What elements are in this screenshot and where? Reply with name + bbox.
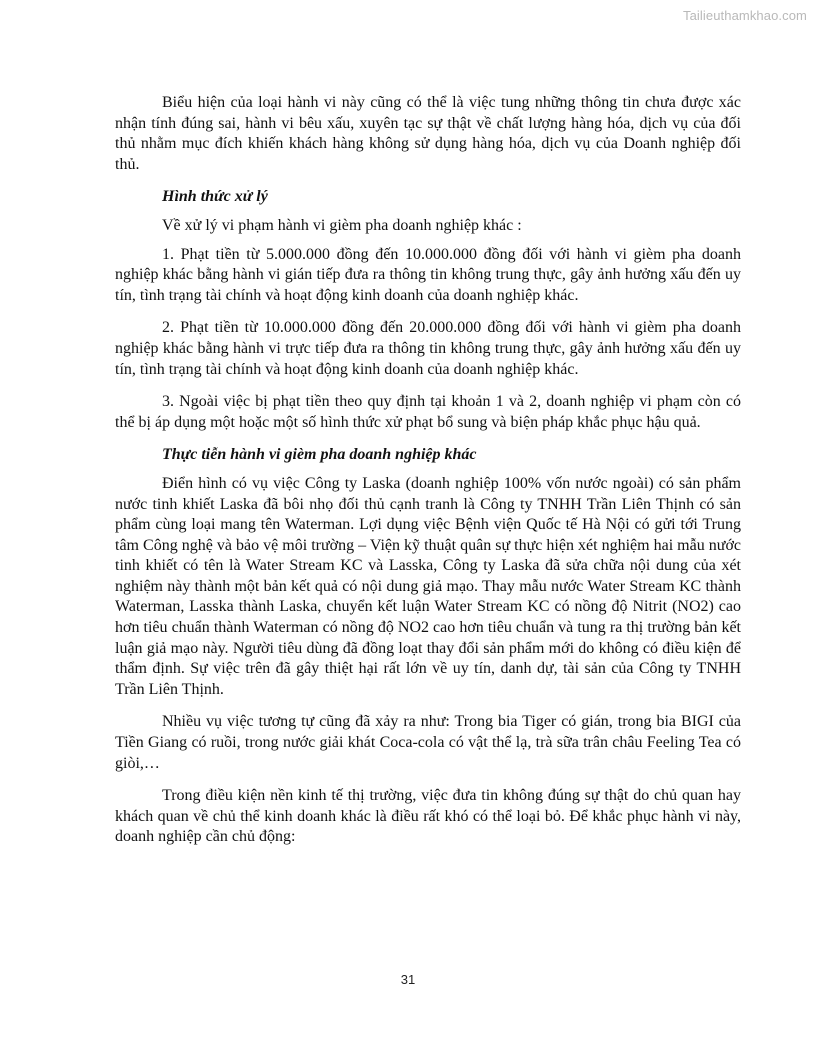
watermark: Tailieuthamkhao.com (682, 8, 807, 23)
paragraph-penalty-2: 2. Phạt tiền từ 10.000.000 đồng đến 20.000.000 đồng đối với hành vi gièm pha doanh nghiệp khác bằng hành vi trực tiếp đưa ra thông tin không trung thực, gây ảnh hưởng xấu đến uy tín, tình trạng tài chính và hoạt động kinh doanh của doanh nghiệp khác. (115, 319, 741, 378)
page-number: 31 (400, 972, 416, 987)
paragraph-penalty-intro: Về xử lý vi phạm hành vi gièm pha doanh nghiệp khác : (162, 216, 522, 234)
paragraph-similar-cases: Nhiều vụ việc tương tự cũng đã xảy ra như: Trong bia Tiger có gián, trong bia BIGI của Tiền Giang có ruồi, trong nước giải khát Coca-cola có vật thể lạ, trà sữa trân châu Feeling Tea có giòi,… (115, 713, 741, 772)
paragraph-intro: Biểu hiện của loại hành vi này cũng có thể là việc tung những thông tin chưa được xác nhận tính đúng sai, hành vi bêu xấu, xuyên tạc sự thật về chất lượng hàng hóa, dịch vụ của đối thủ nhằm mục đích khiến khách hàng không sử dụng hàng hóa, dịch vụ của Doanh nghiệp đối thủ. (115, 94, 741, 173)
heading-penalty: Hình thức xử lý (162, 188, 268, 206)
heading-practice: Thực tiễn hành vi gièm pha doanh nghiệp khác (162, 446, 477, 464)
paragraph-conclusion: Trong điều kiện nền kinh tế thị trường, việc đưa tin không đúng sự thật do chủ quan hay khách quan về chủ thể kinh doanh khác là điều rất khó có thể loại bỏ. Để khắc phục hành vi này, doanh nghiệp cần chủ động: (115, 787, 741, 846)
paragraph-laska-case: Điển hình có vụ việc Công ty Laska (doanh nghiệp 100% vốn nước ngoài) có sản phẩm nước tinh khiết Laska đã bôi nhọ đối thủ cạnh tranh là Công ty TNHH Trần Liên Thịnh có sản phẩm cùng loại mang tên Waterman. Lợi dụng việc Bệnh viện Quốc tế Hà Nội có gửi tới Trung tâm Công nghệ và bảo vệ môi trường – Viện kỹ thuật quân sự thực hiện xét nghiệm hai mẫu nước tinh khiết có tên là Water Stream KC và Lasska, Công ty Laska đã sửa chữa nội dung của xét nghiệm này thành một bản kết quả có nội dung giả mạo. Thay mẫu nước Water Stream KC thành Waterman, Lasska thành Laska, chuyển kết luận Water Stream KC có nồng độ Nitrit (NO2) cao hơn tiêu chuẩn thành Waterman có nồng độ NO2 cao hơn tiêu chuẩn và tung ra thị trường bản kết luận giả mạo này. Người tiêu dùng đã đồng loạt thay đổi sản phẩm mới do không có điều kiện để thẩm định. Sự việc trên đã gây thiệt hại rất lớn về uy tín, danh dự, tài sản của Công ty TNHH Trần Liên Thịnh. (115, 474, 741, 698)
paragraph-penalty-3: 3. Ngoài việc bị phạt tiền theo quy định tại khoản 1 và 2, doanh nghiệp vi phạm còn có thể bị áp dụng một hoặc một số hình thức xử phạt bổ sung và biện pháp khắc phục hậu quả. (115, 393, 741, 431)
paragraph-penalty-1: 1. Phạt tiền từ 5.000.000 đồng đến 10.000.000 đồng đối với hành vi gièm pha doanh nghiệp khác bằng hành vi gián tiếp đưa ra thông tin không trung thực, gây ảnh hưởng xấu đến uy tín, tình trạng tài chính và hoạt động kinh doanh của doanh nghiệp khác. (115, 245, 741, 304)
document-body (115, 93, 741, 860)
